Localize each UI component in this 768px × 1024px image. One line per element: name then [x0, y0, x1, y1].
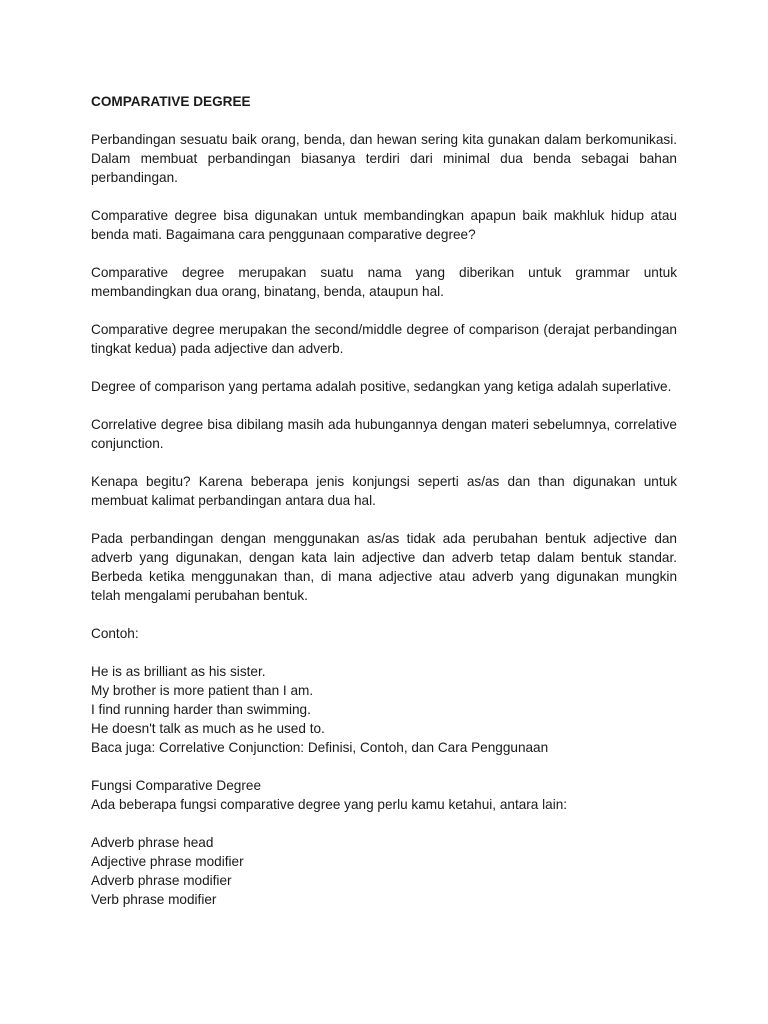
example-item: My brother is more patient than I am. — [91, 683, 314, 698]
examples-list — [91, 662, 677, 757]
example-item: I find running harder than swimming. — [91, 702, 311, 717]
paragraph-3: Comparative degree merupakan suatu nama yang diberikan untuk grammar untuk membandingkan dua orang, binatang, benda, ataupun hal. — [91, 265, 677, 299]
example-item: He is as brilliant as his sister. — [91, 664, 266, 679]
fungsi-intro: Ada beberapa fungsi comparative degree yang perlu kamu ketahui, antara lain: — [91, 797, 568, 812]
document-page — [91, 92, 677, 928]
paragraph-8: Pada perbandingan dengan menggunakan as/as tidak ada perubahan bentuk adjective dan adverb yang digunakan, dengan kata lain adjective dan adverb tetap dalam bentuk standar. Berbeda ketika menggunakan than, di mana adjective atau adverb yang digunakan mungkin telah mengalami perubahan bentuk. — [91, 531, 677, 603]
paragraph-7: Kenapa begitu? Karena beberapa jenis konjungsi seperti as/as dan than digunakan untuk membuat kalimat perbandingan antara dua hal. — [91, 474, 677, 508]
fungsi-heading: Fungsi Comparative Degree — [91, 778, 262, 793]
fungsi-item: Adverb phrase modifier — [91, 873, 232, 888]
fungsi-item: Adverb phrase head — [91, 835, 214, 850]
baca-juga-line: Baca juga: Correlative Conjunction: Definisi, Contoh, dan Cara Penggunaan — [91, 740, 549, 755]
fungsi-item: Verb phrase modifier — [91, 892, 217, 907]
paragraph-1: Perbandingan sesuatu baik orang, benda, dan hewan sering kita gunakan dalam berkomunikasi. Dalam membuat perbandingan biasanya terdiri dari minimal dua benda sebagai bahan perbandingan. — [91, 132, 677, 185]
contoh-label: Contoh: — [91, 626, 139, 641]
paragraph-2: Comparative degree bisa digunakan untuk membandingkan apapun baik makhluk hidup atau benda mati. Bagaimana cara penggunaan comparative degree? — [91, 208, 677, 242]
fungsi-section — [91, 776, 677, 814]
example-item: He doesn't talk as much as he used to. — [91, 721, 325, 736]
fungsi-item: Adjective phrase modifier — [91, 854, 244, 869]
paragraph-4: Comparative degree merupakan the second/middle degree of comparison (derajat perbandingan tingkat kedua) pada adjective dan adverb. — [91, 322, 677, 356]
paragraph-5: Degree of comparison yang pertama adalah positive, sedangkan yang ketiga adalah superlative. — [91, 379, 672, 394]
fungsi-list — [91, 833, 677, 909]
paragraph-6: Correlative degree bisa dibilang masih ada hubungannya dengan materi sebelumnya, correlative conjunction. — [91, 417, 677, 451]
document-title: COMPARATIVE DEGREE — [91, 94, 251, 109]
